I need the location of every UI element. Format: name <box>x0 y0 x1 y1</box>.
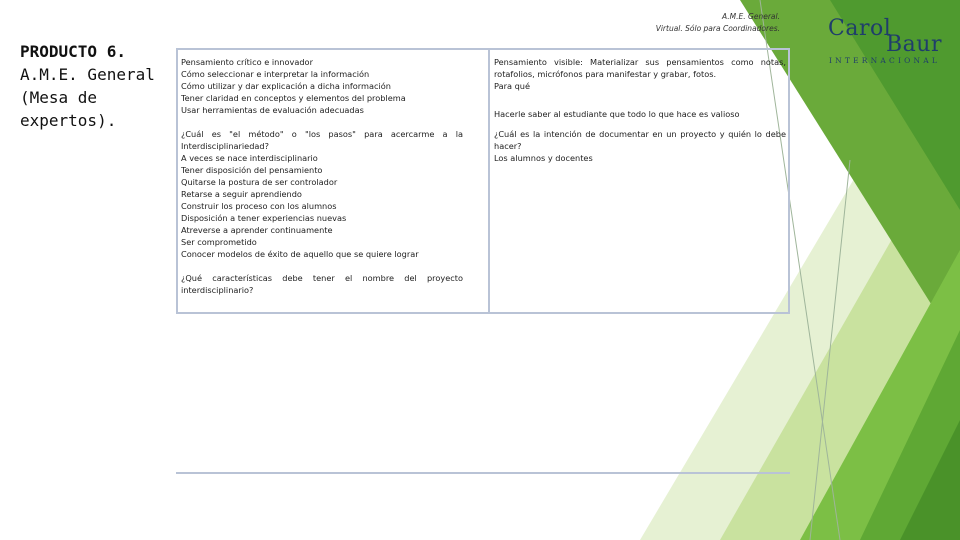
table-left-border <box>176 48 178 314</box>
table-column-divider <box>488 48 490 314</box>
list-item: Retarse a seguir aprendiendo <box>181 189 302 199</box>
page-title <box>20 40 170 132</box>
header-note <box>656 11 780 35</box>
list-item: Atreverse a aprender continuamente <box>181 225 333 235</box>
header-note-line-2: Virtual. Sólo para Coordinadores. <box>655 24 780 33</box>
list-item: Quitarse la postura de ser controlador <box>181 177 338 187</box>
list-item: Conocer modelos de éxito de aquello que se quiere lograr <box>181 249 419 259</box>
list-item: A veces se nace interdisciplinario <box>181 153 318 163</box>
question-project-name: ¿Qué características debe tener el nombre del proyecto interdisciplinario? <box>181 273 463 295</box>
list-item: Usar herramientas de evaluación adecuadas <box>181 105 364 115</box>
header-note-line-1: A.M.E. General. <box>722 12 780 21</box>
list-item: Ser comprometido <box>181 237 257 247</box>
purpose-label: Para qué <box>494 81 530 91</box>
company-logo <box>826 14 950 66</box>
table-bottom-border <box>176 312 790 314</box>
title-line-1: PRODUCTO 6. <box>20 42 126 61</box>
question-method: ¿Cuál es "el método" o "los pasos" para acercarme a la Interdisciplinariedad? <box>181 129 463 151</box>
list-item: Tener claridad en conceptos y elementos del problema <box>181 93 406 103</box>
list-item: Disposición a tener experiencias nuevas <box>181 213 347 223</box>
logo-word-2: Baur <box>886 32 942 57</box>
list-item: Cómo utilizar y dar explicación a dicha información <box>181 81 391 91</box>
title-line-2: A.M.E. General (Mesa de expertos). <box>20 65 155 130</box>
table-top-border <box>176 48 790 50</box>
purpose-text: Hacerle saber al estudiante que todo lo que hace es valioso <box>494 109 740 119</box>
lower-rule <box>176 472 790 474</box>
table-right-border <box>788 48 790 314</box>
visible-thinking-text: Pensamiento visible: Materializar sus pensamientos como notas, rotafolios, micrófonos para manifestar y grabar, fotos. <box>494 57 786 79</box>
skills-list <box>181 56 463 116</box>
answer-documentation: Los alumnos y docentes <box>494 153 593 163</box>
list-item: Tener disposición del pensamiento <box>181 165 323 175</box>
logo-word-1: Carol <box>828 16 892 41</box>
list-item: Construir los proceso con los alumnos <box>181 201 337 211</box>
table-column-1 <box>181 56 463 296</box>
logo-word-3: INTERNACIONAL <box>829 56 941 65</box>
approach-list <box>181 152 463 260</box>
question-documentation: ¿Cuál es la intención de documentar en un proyecto y quién lo debe hacer? <box>494 129 786 151</box>
list-item: Cómo seleccionar e interpretar la información <box>181 69 370 79</box>
list-item: Pensamiento crítico e innovador <box>181 57 313 67</box>
table-column-2 <box>494 56 786 164</box>
